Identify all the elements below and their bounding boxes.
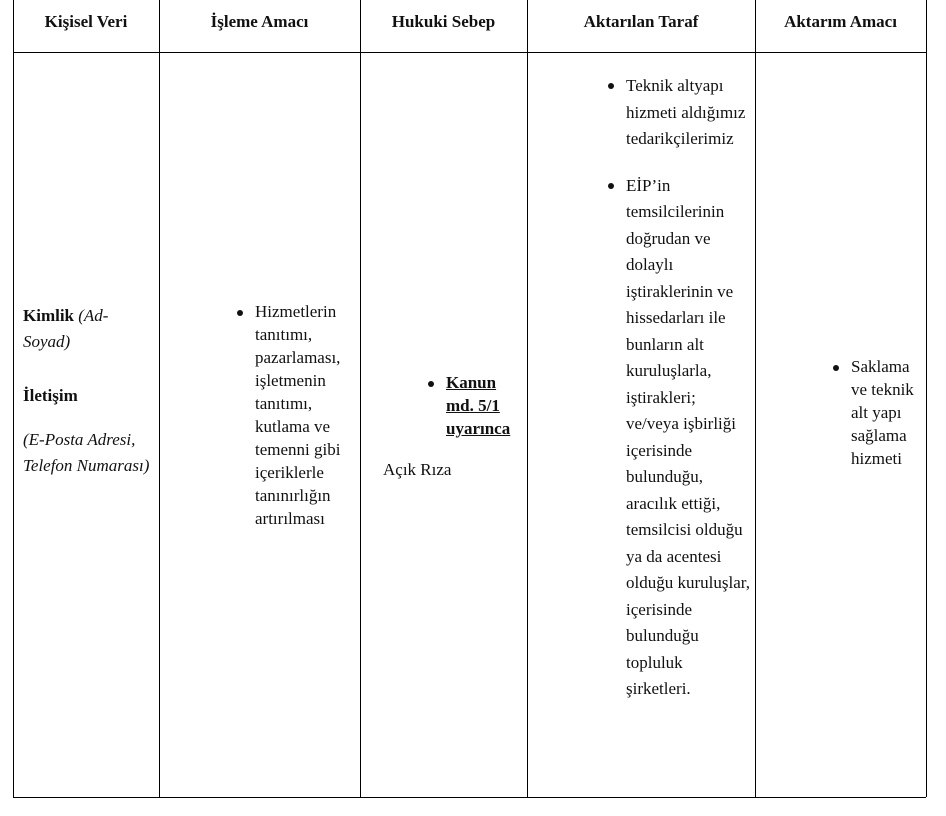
list-item: Saklama ve teknik alt yapı sağlama hizmeti <box>851 355 921 470</box>
bullet-icon <box>833 365 839 371</box>
column-border <box>755 0 756 797</box>
legal-basis-text: Açık Rıza <box>383 460 452 479</box>
kimlik-label: Kimlik <box>23 306 75 325</box>
column-border <box>13 0 14 797</box>
cell-aktarilan-taraf <box>626 73 750 703</box>
bullet-icon <box>237 310 243 316</box>
iletisim-detail: (E-Posta Adresi, Telefon Numarası) <box>23 430 150 475</box>
bullet-icon <box>428 381 434 387</box>
list-item: EİP’in temsilcilerinin doğrudan ve dolaylı iştiraklerinin ve hissedarları ile bunların alt kuruluşlarla, iştirakleri; ve/veya işbirliği içerisinde bulunduğu, aracılık ettiği, temsilcisi olduğu ya da acentesi olduğu kuruluşlar, içerisinde bulunduğu topluluk şirketleri. <box>626 173 750 703</box>
header-isleme-amaci: İşleme Amacı <box>210 12 309 31</box>
header-aktarilan-taraf: Aktarılan Taraf <box>583 12 699 31</box>
bullet-icon <box>608 183 614 189</box>
column-border <box>926 0 927 797</box>
kimlik-detail: (Ad-Soyad) <box>23 306 109 351</box>
column-border <box>159 0 160 797</box>
list-item: Hizmetlerin tanıtımı, pazarlaması, işletmenin tanıtımı, kutlama ve temenni gibi içeriklerle tanınırlığın artırılması <box>255 300 359 530</box>
cell-kisisel-veri <box>23 303 155 479</box>
header-hukuki-sebep: Hukuki Sebep <box>391 12 496 31</box>
header-aktarim-amaci: Aktarım Amacı <box>784 12 897 31</box>
cell-isleme-amaci <box>255 300 359 530</box>
cell-hukuki-sebep-bullet <box>446 371 524 440</box>
header-kisisel-veri: Kişisel Veri <box>44 12 128 31</box>
header-divider <box>13 52 926 53</box>
column-border <box>360 0 361 797</box>
list-item: Teknik altyapı hizmeti aldığımız tedarikçilerimiz <box>626 73 750 153</box>
bullet-icon <box>608 83 614 89</box>
list-item: Kanun md. 5/1 uyarınca <box>446 371 524 440</box>
column-border <box>527 0 528 797</box>
cell-aktarim-amaci <box>851 355 921 470</box>
iletisim-label: İletişim <box>23 386 78 405</box>
